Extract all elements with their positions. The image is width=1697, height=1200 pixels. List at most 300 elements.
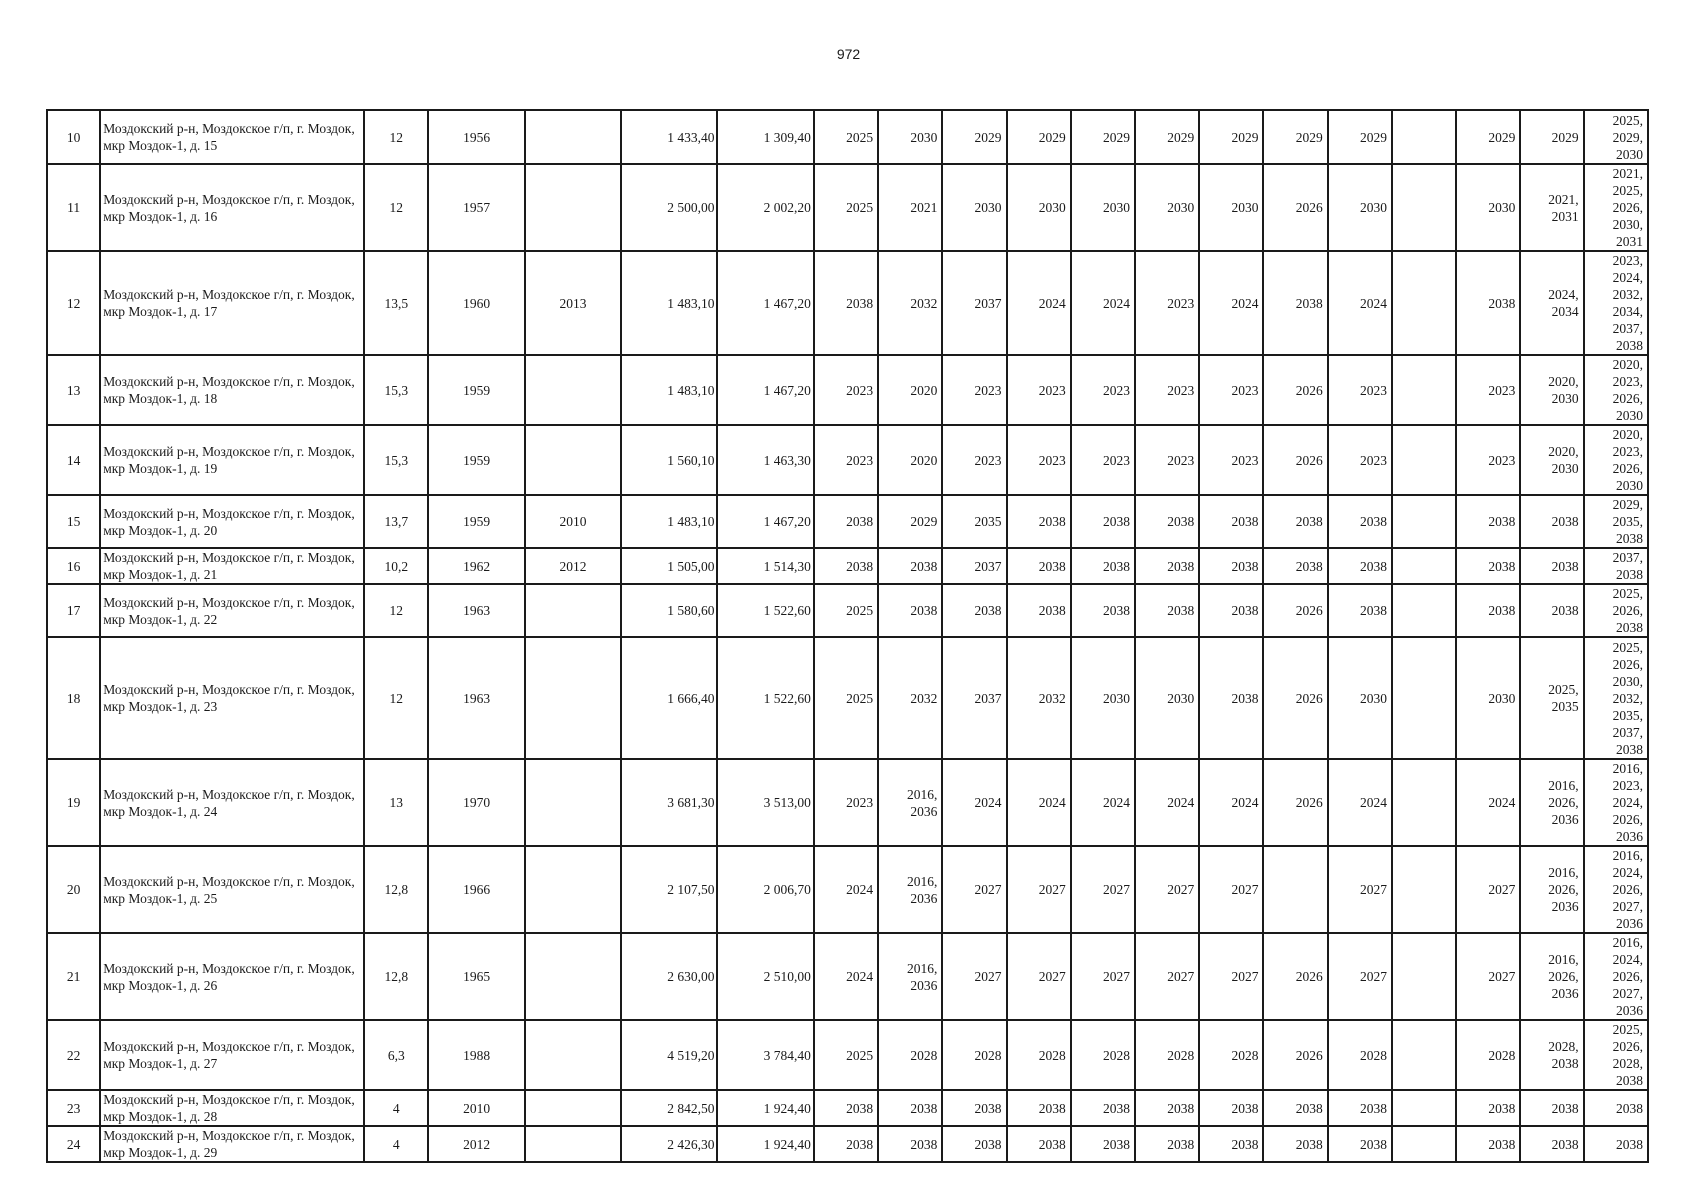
planned-year-cell: 2025 [814, 164, 878, 251]
planned-year-cell: 2038 [878, 1090, 942, 1126]
planned-year-cell: 2027 [1456, 846, 1520, 933]
planned-year-cell: 2026 [1263, 1020, 1327, 1090]
planned-year-cell: 2029 [1199, 110, 1263, 164]
planned-year-cell: 2020, 2030 [1520, 425, 1583, 495]
planned-year-cell: 2038 [1328, 1126, 1392, 1162]
address-cell: Моздокский р-н, Моздокское г/п, г. Моздок, мкр Моздок-1, д. 23 [100, 637, 364, 759]
living-area-cell: 3 513,00 [717, 759, 813, 846]
summary-years-cell: 2037, 2038 [1584, 548, 1648, 584]
row-number-cell: 10 [47, 110, 100, 164]
planned-year-cell: 2038 [1135, 584, 1199, 637]
planned-year-cell: 2038 [1199, 637, 1263, 759]
planned-year-cell: 2030 [1456, 164, 1520, 251]
planned-year-cell: 2038 [1199, 548, 1263, 584]
planned-year-cell: 2024, 2034 [1520, 251, 1583, 355]
planned-year-cell: 2026 [1263, 355, 1327, 425]
planned-year-cell: 2020 [878, 425, 942, 495]
planned-year-cell: 2030 [1328, 164, 1392, 251]
planned-year-cell: 2038 [1007, 584, 1071, 637]
planned-year-cell: 2038 [878, 548, 942, 584]
planned-year-cell: 2038 [1263, 1126, 1327, 1162]
table-row [47, 110, 1648, 164]
summary-years-cell: 2020, 2023, 2026, 2030 [1584, 355, 1648, 425]
planned-year-cell: 2024 [1456, 759, 1520, 846]
page-number: 972 [836, 46, 861, 62]
planned-year-cell: 2030 [1007, 164, 1071, 251]
living-area-cell: 1 514,30 [717, 548, 813, 584]
row-number-cell: 20 [47, 846, 100, 933]
planned-year-cell: 2024 [1328, 251, 1392, 355]
planned-year-cell: 2030 [1071, 637, 1135, 759]
total-area-cell: 2 426,30 [621, 1126, 717, 1162]
planned-year-cell: 2037 [942, 251, 1006, 355]
planned-year-cell: 2038 [878, 584, 942, 637]
address-cell: Моздокский р-н, Моздокское г/п, г. Моздок, мкр Моздок-1, д. 27 [100, 1020, 364, 1090]
planned-year-cell: 2023 [1328, 425, 1392, 495]
planned-year-cell: 2038 [814, 548, 878, 584]
year-built-cell: 1959 [428, 495, 524, 548]
address-cell: Моздокский р-н, Моздокское г/п, г. Моздок, мкр Моздок-1, д. 26 [100, 933, 364, 1020]
planned-year-cell: 2030 [1456, 637, 1520, 759]
planned-year-cell: 2027 [1071, 846, 1135, 933]
planned-year-cell: 2025 [814, 1020, 878, 1090]
address-cell: Моздокский р-н, Моздокское г/п, г. Моздок, мкр Моздок-1, д. 25 [100, 846, 364, 933]
planned-year-cell: 2024 [1007, 251, 1071, 355]
year-built-cell: 1959 [428, 425, 524, 495]
table-row [47, 846, 1648, 933]
planned-year-cell: 2028, 2038 [1520, 1020, 1583, 1090]
planned-year-cell: 2037 [942, 548, 1006, 584]
address-cell: Моздокский р-н, Моздокское г/п, г. Моздок, мкр Моздок-1, д. 28 [100, 1090, 364, 1126]
planned-year-cell [1392, 548, 1456, 584]
row-number-cell: 17 [47, 584, 100, 637]
planned-year-cell: 2027 [1328, 933, 1392, 1020]
planned-year-cell: 2023 [1328, 355, 1392, 425]
planned-year-cell: 2027 [1456, 933, 1520, 1020]
row-number-cell: 18 [47, 637, 100, 759]
planned-year-cell: 2023 [814, 759, 878, 846]
planned-year-cell: 2038 [1199, 1090, 1263, 1126]
address-cell: Моздокский р-н, Моздокское г/п, г. Моздок, мкр Моздок-1, д. 19 [100, 425, 364, 495]
year-built-cell: 2012 [428, 1126, 524, 1162]
planned-year-cell: 2029 [1328, 110, 1392, 164]
wear-cell: 12,8 [364, 933, 428, 1020]
planned-year-cell [1392, 846, 1456, 933]
total-area-cell: 2 500,00 [621, 164, 717, 251]
planned-year-cell: 2027 [1199, 933, 1263, 1020]
wear-cell: 12 [364, 584, 428, 637]
row-number-cell: 24 [47, 1126, 100, 1162]
living-area-cell: 1 924,40 [717, 1126, 813, 1162]
row-number-cell: 14 [47, 425, 100, 495]
planned-year-cell: 2030 [1071, 164, 1135, 251]
year-built-cell: 1963 [428, 637, 524, 759]
planned-year-cell: 2038 [1456, 1090, 1520, 1126]
planned-year-cell: 2023 [1199, 425, 1263, 495]
planned-year-cell: 2032 [1007, 637, 1071, 759]
repair-year-cell [525, 110, 621, 164]
planned-year-cell: 2024 [814, 933, 878, 1020]
planned-year-cell: 2023 [1135, 425, 1199, 495]
planned-year-cell [1263, 846, 1327, 933]
planned-year-cell: 2023 [1199, 355, 1263, 425]
planned-year-cell: 2038 [1263, 251, 1327, 355]
total-area-cell: 1 433,40 [621, 110, 717, 164]
summary-years-cell: 2025, 2026, 2028, 2038 [1584, 1020, 1648, 1090]
table-row [47, 164, 1648, 251]
planned-year-cell: 2023 [814, 355, 878, 425]
repair-year-cell [525, 846, 621, 933]
planned-year-cell: 2026 [1263, 584, 1327, 637]
planned-year-cell [1392, 495, 1456, 548]
planned-year-cell: 2025 [814, 110, 878, 164]
row-number-cell: 13 [47, 355, 100, 425]
address-cell: Моздокский р-н, Моздокское г/п, г. Моздок, мкр Моздок-1, д. 20 [100, 495, 364, 548]
planned-year-cell [1392, 425, 1456, 495]
repair-year-cell: 2012 [525, 548, 621, 584]
planned-year-cell: 2027 [942, 933, 1006, 1020]
table-row [47, 637, 1648, 759]
planned-year-cell: 2038 [942, 1126, 1006, 1162]
total-area-cell: 1 505,00 [621, 548, 717, 584]
table-row [47, 1090, 1648, 1126]
planned-year-cell: 2027 [942, 846, 1006, 933]
summary-years-cell: 2020, 2023, 2026, 2030 [1584, 425, 1648, 495]
address-cell: Моздокский р-н, Моздокское г/п, г. Моздок, мкр Моздок-1, д. 21 [100, 548, 364, 584]
planned-year-cell: 2030 [1135, 164, 1199, 251]
planned-year-cell: 2038 [1263, 548, 1327, 584]
living-area-cell: 1 463,30 [717, 425, 813, 495]
planned-year-cell: 2028 [878, 1020, 942, 1090]
living-area-cell: 1 467,20 [717, 251, 813, 355]
planned-year-cell: 2038 [1456, 251, 1520, 355]
planned-year-cell: 2038 [878, 1126, 942, 1162]
wear-cell: 13 [364, 759, 428, 846]
total-area-cell: 2 630,00 [621, 933, 717, 1020]
repair-year-cell [525, 1126, 621, 1162]
planned-year-cell: 2016, 2026, 2036 [1520, 846, 1583, 933]
planned-year-cell: 2038 [814, 251, 878, 355]
planned-year-cell: 2038 [1328, 1090, 1392, 1126]
table-row [47, 355, 1648, 425]
planned-year-cell: 2038 [1520, 495, 1583, 548]
planned-year-cell [1392, 584, 1456, 637]
planned-year-cell: 2038 [1071, 1090, 1135, 1126]
wear-cell: 12 [364, 164, 428, 251]
total-area-cell: 2 107,50 [621, 846, 717, 933]
planned-year-cell: 2038 [1456, 548, 1520, 584]
planned-year-cell: 2038 [814, 495, 878, 548]
table-row [47, 251, 1648, 355]
wear-cell: 13,5 [364, 251, 428, 355]
planned-year-cell: 2024 [942, 759, 1006, 846]
row-number-cell: 22 [47, 1020, 100, 1090]
planned-year-cell: 2016, 2036 [878, 759, 942, 846]
planned-year-cell: 2024 [1071, 251, 1135, 355]
planned-year-cell: 2038 [1520, 1126, 1583, 1162]
planned-year-cell: 2029 [1456, 110, 1520, 164]
summary-years-cell: 2016, 2024, 2026, 2027, 2036 [1584, 933, 1648, 1020]
planned-year-cell: 2029 [1520, 110, 1583, 164]
planned-year-cell: 2026 [1263, 759, 1327, 846]
planned-year-cell: 2032 [878, 251, 942, 355]
planned-year-cell: 2027 [1135, 933, 1199, 1020]
row-number-cell: 21 [47, 933, 100, 1020]
table-row [47, 933, 1648, 1020]
planned-year-cell: 2026 [1263, 933, 1327, 1020]
planned-year-cell: 2030 [1135, 637, 1199, 759]
wear-cell: 4 [364, 1090, 428, 1126]
planned-year-cell: 2016, 2026, 2036 [1520, 759, 1583, 846]
planned-year-cell: 2030 [1328, 637, 1392, 759]
planned-year-cell: 2038 [1135, 495, 1199, 548]
total-area-cell: 1 483,10 [621, 355, 717, 425]
planned-year-cell [1392, 759, 1456, 846]
planned-year-cell: 2020 [878, 355, 942, 425]
planned-year-cell: 2028 [1199, 1020, 1263, 1090]
planned-year-cell: 2023 [1135, 355, 1199, 425]
planned-year-cell: 2038 [1007, 1126, 1071, 1162]
year-built-cell: 2010 [428, 1090, 524, 1126]
planned-year-cell: 2038 [814, 1090, 878, 1126]
planned-year-cell: 2038 [1263, 495, 1327, 548]
planned-year-cell: 2027 [1328, 846, 1392, 933]
planned-year-cell: 2025 [814, 584, 878, 637]
planned-year-cell: 2038 [1520, 584, 1583, 637]
summary-years-cell: 2025, 2029, 2030 [1584, 110, 1648, 164]
total-area-cell: 1 580,60 [621, 584, 717, 637]
year-built-cell: 1963 [428, 584, 524, 637]
planned-year-cell: 2027 [1199, 846, 1263, 933]
table-body [47, 110, 1648, 1162]
planned-year-cell: 2038 [1071, 548, 1135, 584]
planned-year-cell: 2029 [1071, 110, 1135, 164]
summary-years-cell: 2025, 2026, 2038 [1584, 584, 1648, 637]
planned-year-cell: 2023 [1456, 355, 1520, 425]
planned-year-cell: 2027 [1071, 933, 1135, 1020]
planned-year-cell [1392, 637, 1456, 759]
planned-year-cell: 2023 [1071, 355, 1135, 425]
wear-cell: 13,7 [364, 495, 428, 548]
planned-year-cell: 2023 [942, 355, 1006, 425]
planned-year-cell: 2024 [1071, 759, 1135, 846]
row-number-cell: 12 [47, 251, 100, 355]
planned-year-cell: 2024 [1199, 251, 1263, 355]
planned-year-cell: 2035 [942, 495, 1006, 548]
wear-cell: 15,3 [364, 355, 428, 425]
planned-year-cell: 2030 [942, 164, 1006, 251]
planned-year-cell [1392, 1126, 1456, 1162]
planned-year-cell: 2038 [1328, 584, 1392, 637]
table-row [47, 1020, 1648, 1090]
repair-year-cell [525, 1020, 621, 1090]
planned-year-cell: 2038 [1135, 1090, 1199, 1126]
planned-year-cell: 2027 [1007, 933, 1071, 1020]
table-row [47, 584, 1648, 637]
repair-year-cell [525, 759, 621, 846]
address-cell: Моздокский р-н, Моздокское г/п, г. Моздок, мкр Моздок-1, д. 15 [100, 110, 364, 164]
planned-year-cell: 2038 [814, 1126, 878, 1162]
planned-year-cell: 2016, 2036 [878, 846, 942, 933]
wear-cell: 12 [364, 637, 428, 759]
planned-year-cell: 2030 [1199, 164, 1263, 251]
planned-year-cell: 2021, 2031 [1520, 164, 1583, 251]
planned-year-cell: 2038 [1520, 548, 1583, 584]
table-row [47, 1126, 1648, 1162]
year-built-cell: 1965 [428, 933, 524, 1020]
planned-year-cell: 2016, 2026, 2036 [1520, 933, 1583, 1020]
wear-cell: 4 [364, 1126, 428, 1162]
year-built-cell: 1966 [428, 846, 524, 933]
planned-year-cell: 2030 [878, 110, 942, 164]
planned-year-cell: 2023 [1007, 355, 1071, 425]
planned-year-cell: 2026 [1263, 425, 1327, 495]
summary-years-cell: 2021, 2025, 2026, 2030, 2031 [1584, 164, 1648, 251]
summary-years-cell: 2016, 2023, 2024, 2026, 2036 [1584, 759, 1648, 846]
planned-year-cell: 2028 [1456, 1020, 1520, 1090]
planned-year-cell: 2024 [814, 846, 878, 933]
planned-year-cell: 2024 [1135, 759, 1199, 846]
planned-year-cell: 2021 [878, 164, 942, 251]
housing-registry-table [46, 109, 1649, 1163]
planned-year-cell: 2038 [1520, 1090, 1583, 1126]
total-area-cell: 4 519,20 [621, 1020, 717, 1090]
planned-year-cell: 2038 [1456, 584, 1520, 637]
summary-years-cell: 2029, 2035, 2038 [1584, 495, 1648, 548]
repair-year-cell [525, 584, 621, 637]
planned-year-cell: 2028 [942, 1020, 1006, 1090]
planned-year-cell: 2028 [1007, 1020, 1071, 1090]
wear-cell: 6,3 [364, 1020, 428, 1090]
planned-year-cell: 2038 [1199, 1126, 1263, 1162]
year-built-cell: 1962 [428, 548, 524, 584]
planned-year-cell: 2038 [1456, 495, 1520, 548]
planned-year-cell: 2023 [1456, 425, 1520, 495]
row-number-cell: 23 [47, 1090, 100, 1126]
address-cell: Моздокский р-н, Моздокское г/п, г. Моздок, мкр Моздок-1, д. 18 [100, 355, 364, 425]
living-area-cell: 1 467,20 [717, 355, 813, 425]
planned-year-cell: 2023 [814, 425, 878, 495]
row-number-cell: 15 [47, 495, 100, 548]
planned-year-cell: 2024 [1007, 759, 1071, 846]
planned-year-cell: 2032 [878, 637, 942, 759]
planned-year-cell: 2038 [1263, 1090, 1327, 1126]
planned-year-cell [1392, 251, 1456, 355]
planned-year-cell: 2038 [1007, 1090, 1071, 1126]
table-row [47, 495, 1648, 548]
summary-years-cell: 2016, 2024, 2026, 2027, 2036 [1584, 846, 1648, 933]
summary-years-cell: 2038 [1584, 1090, 1648, 1126]
wear-cell: 12 [364, 110, 428, 164]
row-number-cell: 19 [47, 759, 100, 846]
planned-year-cell: 2026 [1263, 164, 1327, 251]
living-area-cell: 1 924,40 [717, 1090, 813, 1126]
planned-year-cell [1392, 110, 1456, 164]
living-area-cell: 2 002,20 [717, 164, 813, 251]
planned-year-cell: 2038 [1007, 548, 1071, 584]
row-number-cell: 16 [47, 548, 100, 584]
total-area-cell: 1 560,10 [621, 425, 717, 495]
repair-year-cell [525, 164, 621, 251]
living-area-cell: 2 510,00 [717, 933, 813, 1020]
year-built-cell: 1960 [428, 251, 524, 355]
planned-year-cell: 2028 [1135, 1020, 1199, 1090]
repair-year-cell: 2010 [525, 495, 621, 548]
table-row [47, 759, 1648, 846]
planned-year-cell: 2038 [942, 1090, 1006, 1126]
total-area-cell: 1 666,40 [621, 637, 717, 759]
address-cell: Моздокский р-н, Моздокское г/п, г. Моздок, мкр Моздок-1, д. 24 [100, 759, 364, 846]
repair-year-cell: 2013 [525, 251, 621, 355]
summary-years-cell: 2025, 2026, 2030, 2032, 2035, 2037, 2038 [1584, 637, 1648, 759]
planned-year-cell: 2038 [1135, 1126, 1199, 1162]
living-area-cell: 3 784,40 [717, 1020, 813, 1090]
address-cell: Моздокский р-н, Моздокское г/п, г. Моздок, мкр Моздок-1, д. 16 [100, 164, 364, 251]
wear-cell: 15,3 [364, 425, 428, 495]
planned-year-cell: 2025, 2035 [1520, 637, 1583, 759]
year-built-cell: 1988 [428, 1020, 524, 1090]
planned-year-cell: 2038 [942, 584, 1006, 637]
planned-year-cell: 2029 [1007, 110, 1071, 164]
planned-year-cell [1392, 933, 1456, 1020]
living-area-cell: 2 006,70 [717, 846, 813, 933]
planned-year-cell [1392, 164, 1456, 251]
planned-year-cell: 2020, 2030 [1520, 355, 1583, 425]
repair-year-cell [525, 933, 621, 1020]
living-area-cell: 1 467,20 [717, 495, 813, 548]
table-row [47, 548, 1648, 584]
year-built-cell: 1956 [428, 110, 524, 164]
planned-year-cell: 2029 [1263, 110, 1327, 164]
planned-year-cell: 2038 [1328, 495, 1392, 548]
wear-cell: 12,8 [364, 846, 428, 933]
planned-year-cell: 2038 [1071, 584, 1135, 637]
planned-year-cell: 2038 [1328, 548, 1392, 584]
planned-year-cell: 2027 [1007, 846, 1071, 933]
planned-year-cell: 2029 [1135, 110, 1199, 164]
total-area-cell: 2 842,50 [621, 1090, 717, 1126]
living-area-cell: 1 522,60 [717, 637, 813, 759]
planned-year-cell: 2038 [1071, 1126, 1135, 1162]
planned-year-cell: 2029 [878, 495, 942, 548]
repair-year-cell [525, 1090, 621, 1126]
planned-year-cell: 2038 [1071, 495, 1135, 548]
planned-year-cell: 2037 [942, 637, 1006, 759]
summary-years-cell: 2038 [1584, 1126, 1648, 1162]
planned-year-cell: 2038 [1007, 495, 1071, 548]
summary-years-cell: 2023, 2024, 2032, 2034, 2037, 2038 [1584, 251, 1648, 355]
repair-year-cell [525, 637, 621, 759]
year-built-cell: 1957 [428, 164, 524, 251]
row-number-cell: 11 [47, 164, 100, 251]
total-area-cell: 1 483,10 [621, 495, 717, 548]
planned-year-cell: 2028 [1071, 1020, 1135, 1090]
repair-year-cell [525, 355, 621, 425]
address-cell: Моздокский р-н, Моздокское г/п, г. Моздок, мкр Моздок-1, д. 17 [100, 251, 364, 355]
planned-year-cell: 2027 [1135, 846, 1199, 933]
living-area-cell: 1 309,40 [717, 110, 813, 164]
address-cell: Моздокский р-н, Моздокское г/п, г. Моздок, мкр Моздок-1, д. 29 [100, 1126, 364, 1162]
planned-year-cell: 2023 [1007, 425, 1071, 495]
planned-year-cell: 2024 [1199, 759, 1263, 846]
living-area-cell: 1 522,60 [717, 584, 813, 637]
planned-year-cell: 2038 [1199, 584, 1263, 637]
planned-year-cell: 2028 [1328, 1020, 1392, 1090]
total-area-cell: 3 681,30 [621, 759, 717, 846]
planned-year-cell: 2038 [1456, 1126, 1520, 1162]
planned-year-cell: 2016, 2036 [878, 933, 942, 1020]
year-built-cell: 1959 [428, 355, 524, 425]
